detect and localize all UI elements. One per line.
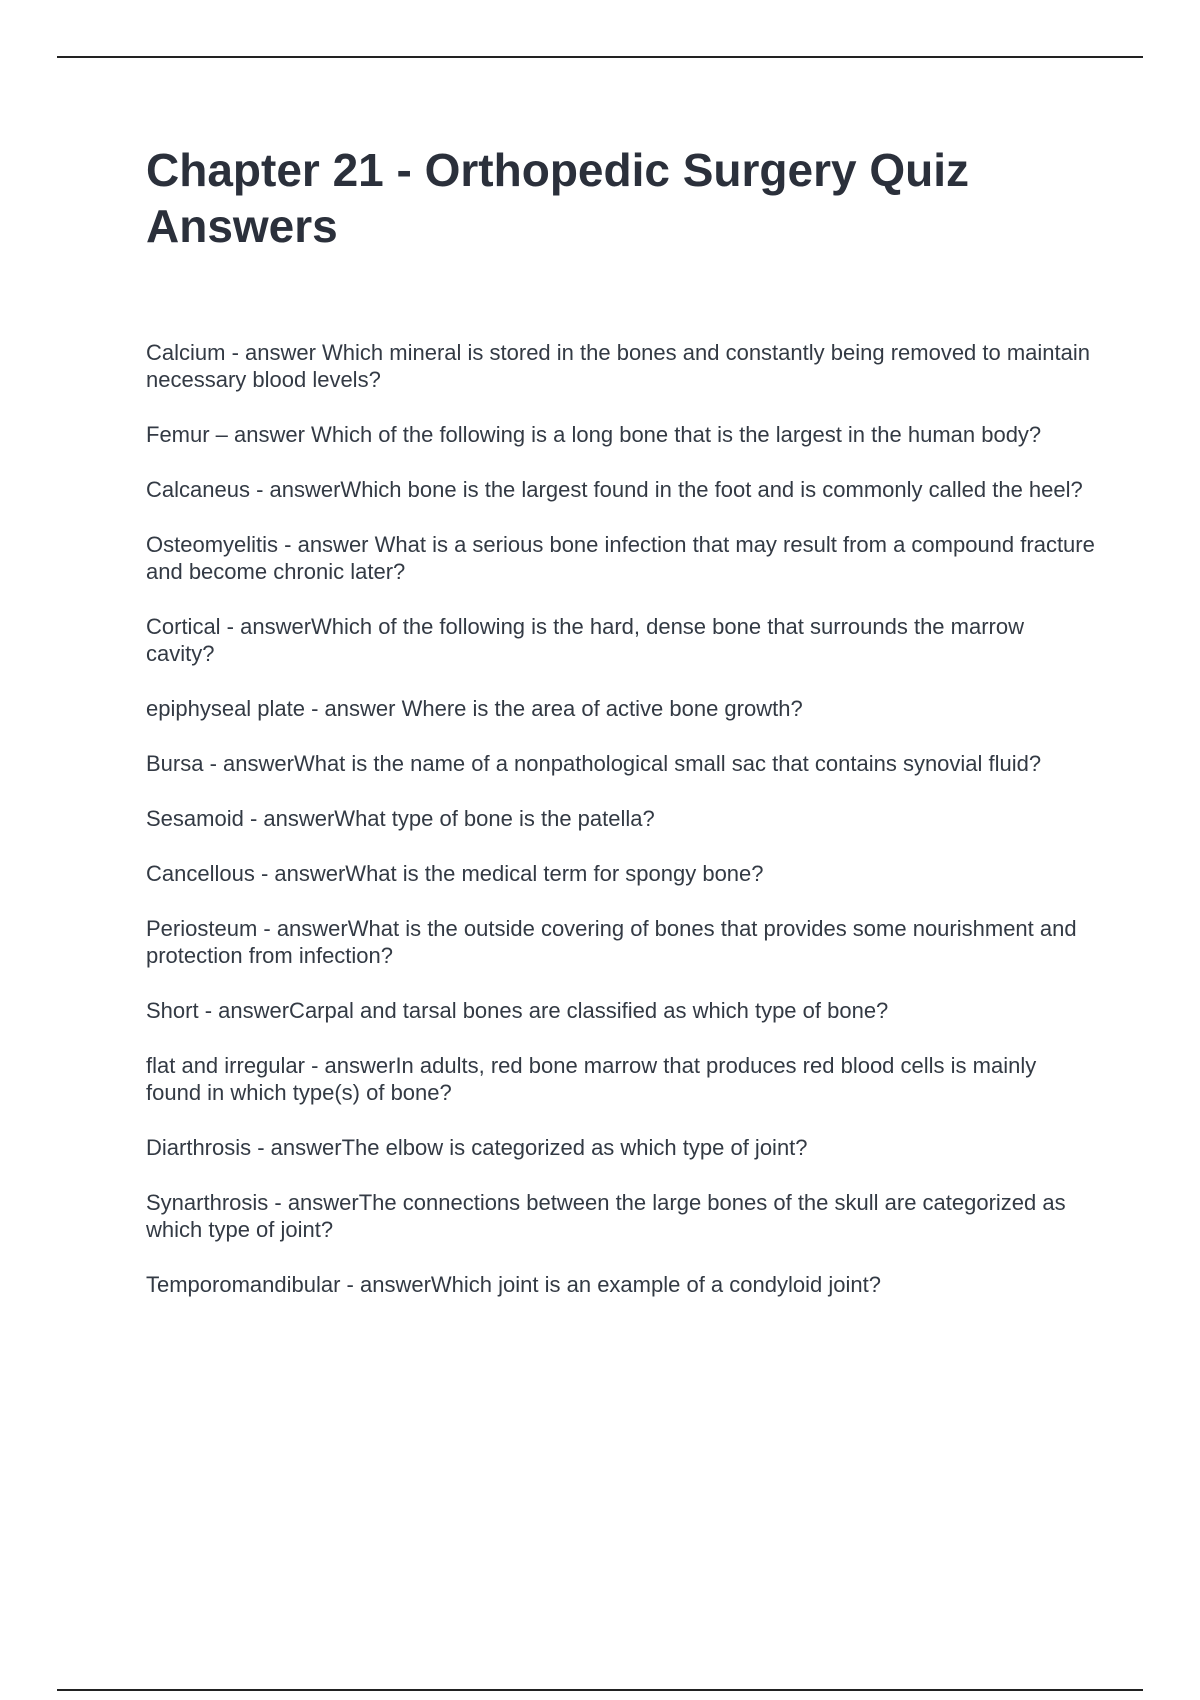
- bottom-rule: [57, 1689, 1143, 1691]
- qa-item: Diarthrosis - answerThe elbow is categorized as which type of joint?: [146, 1135, 808, 1160]
- qa-item: Cortical - answerWhich of the following is the hard, dense bone that surrounds the marrow cavity?: [146, 614, 1024, 666]
- qa-item: Bursa - answerWhat is the name of a nonpathological small sac that contains synovial fluid?: [146, 751, 1042, 776]
- qa-item: epiphyseal plate - answer Where is the area of active bone growth?: [146, 696, 803, 721]
- qa-item: Sesamoid - answerWhat type of bone is the patella?: [146, 806, 655, 831]
- qa-list: [146, 339, 1096, 1326]
- qa-item: Periosteum - answerWhat is the outside covering of bones that provides some nourishment and protection from infection?: [146, 916, 1077, 968]
- qa-item: Short - answerCarpal and tarsal bones are classified as which type of bone?: [146, 998, 889, 1023]
- qa-item: Calcaneus - answerWhich bone is the largest found in the foot and is commonly called the heel?: [146, 477, 1083, 502]
- top-rule: [57, 56, 1143, 58]
- qa-item: Temporomandibular - answerWhich joint is an example of a condyloid joint?: [146, 1272, 881, 1297]
- page-title: Chapter 21 - Orthopedic Surgery Quiz Answers: [146, 144, 970, 252]
- qa-item: Synarthrosis - answerThe connections between the large bones of the skull are categorized as which type of joint?: [146, 1190, 1066, 1242]
- qa-item: Cancellous - answerWhat is the medical term for spongy bone?: [146, 861, 764, 886]
- qa-item: flat and irregular - answerIn adults, red bone marrow that produces red blood cells is mainly found in which type(s) of bone?: [146, 1053, 1037, 1105]
- qa-item: Osteomyelitis - answer What is a serious bone infection that may result from a compound fracture and become chronic later?: [146, 532, 1095, 584]
- qa-item: Femur – answer Which of the following is a long bone that is the largest in the human body?: [146, 422, 1042, 447]
- qa-item: Calcium - answer Which mineral is stored in the bones and constantly being removed to maintain necessary blood levels?: [146, 340, 1091, 392]
